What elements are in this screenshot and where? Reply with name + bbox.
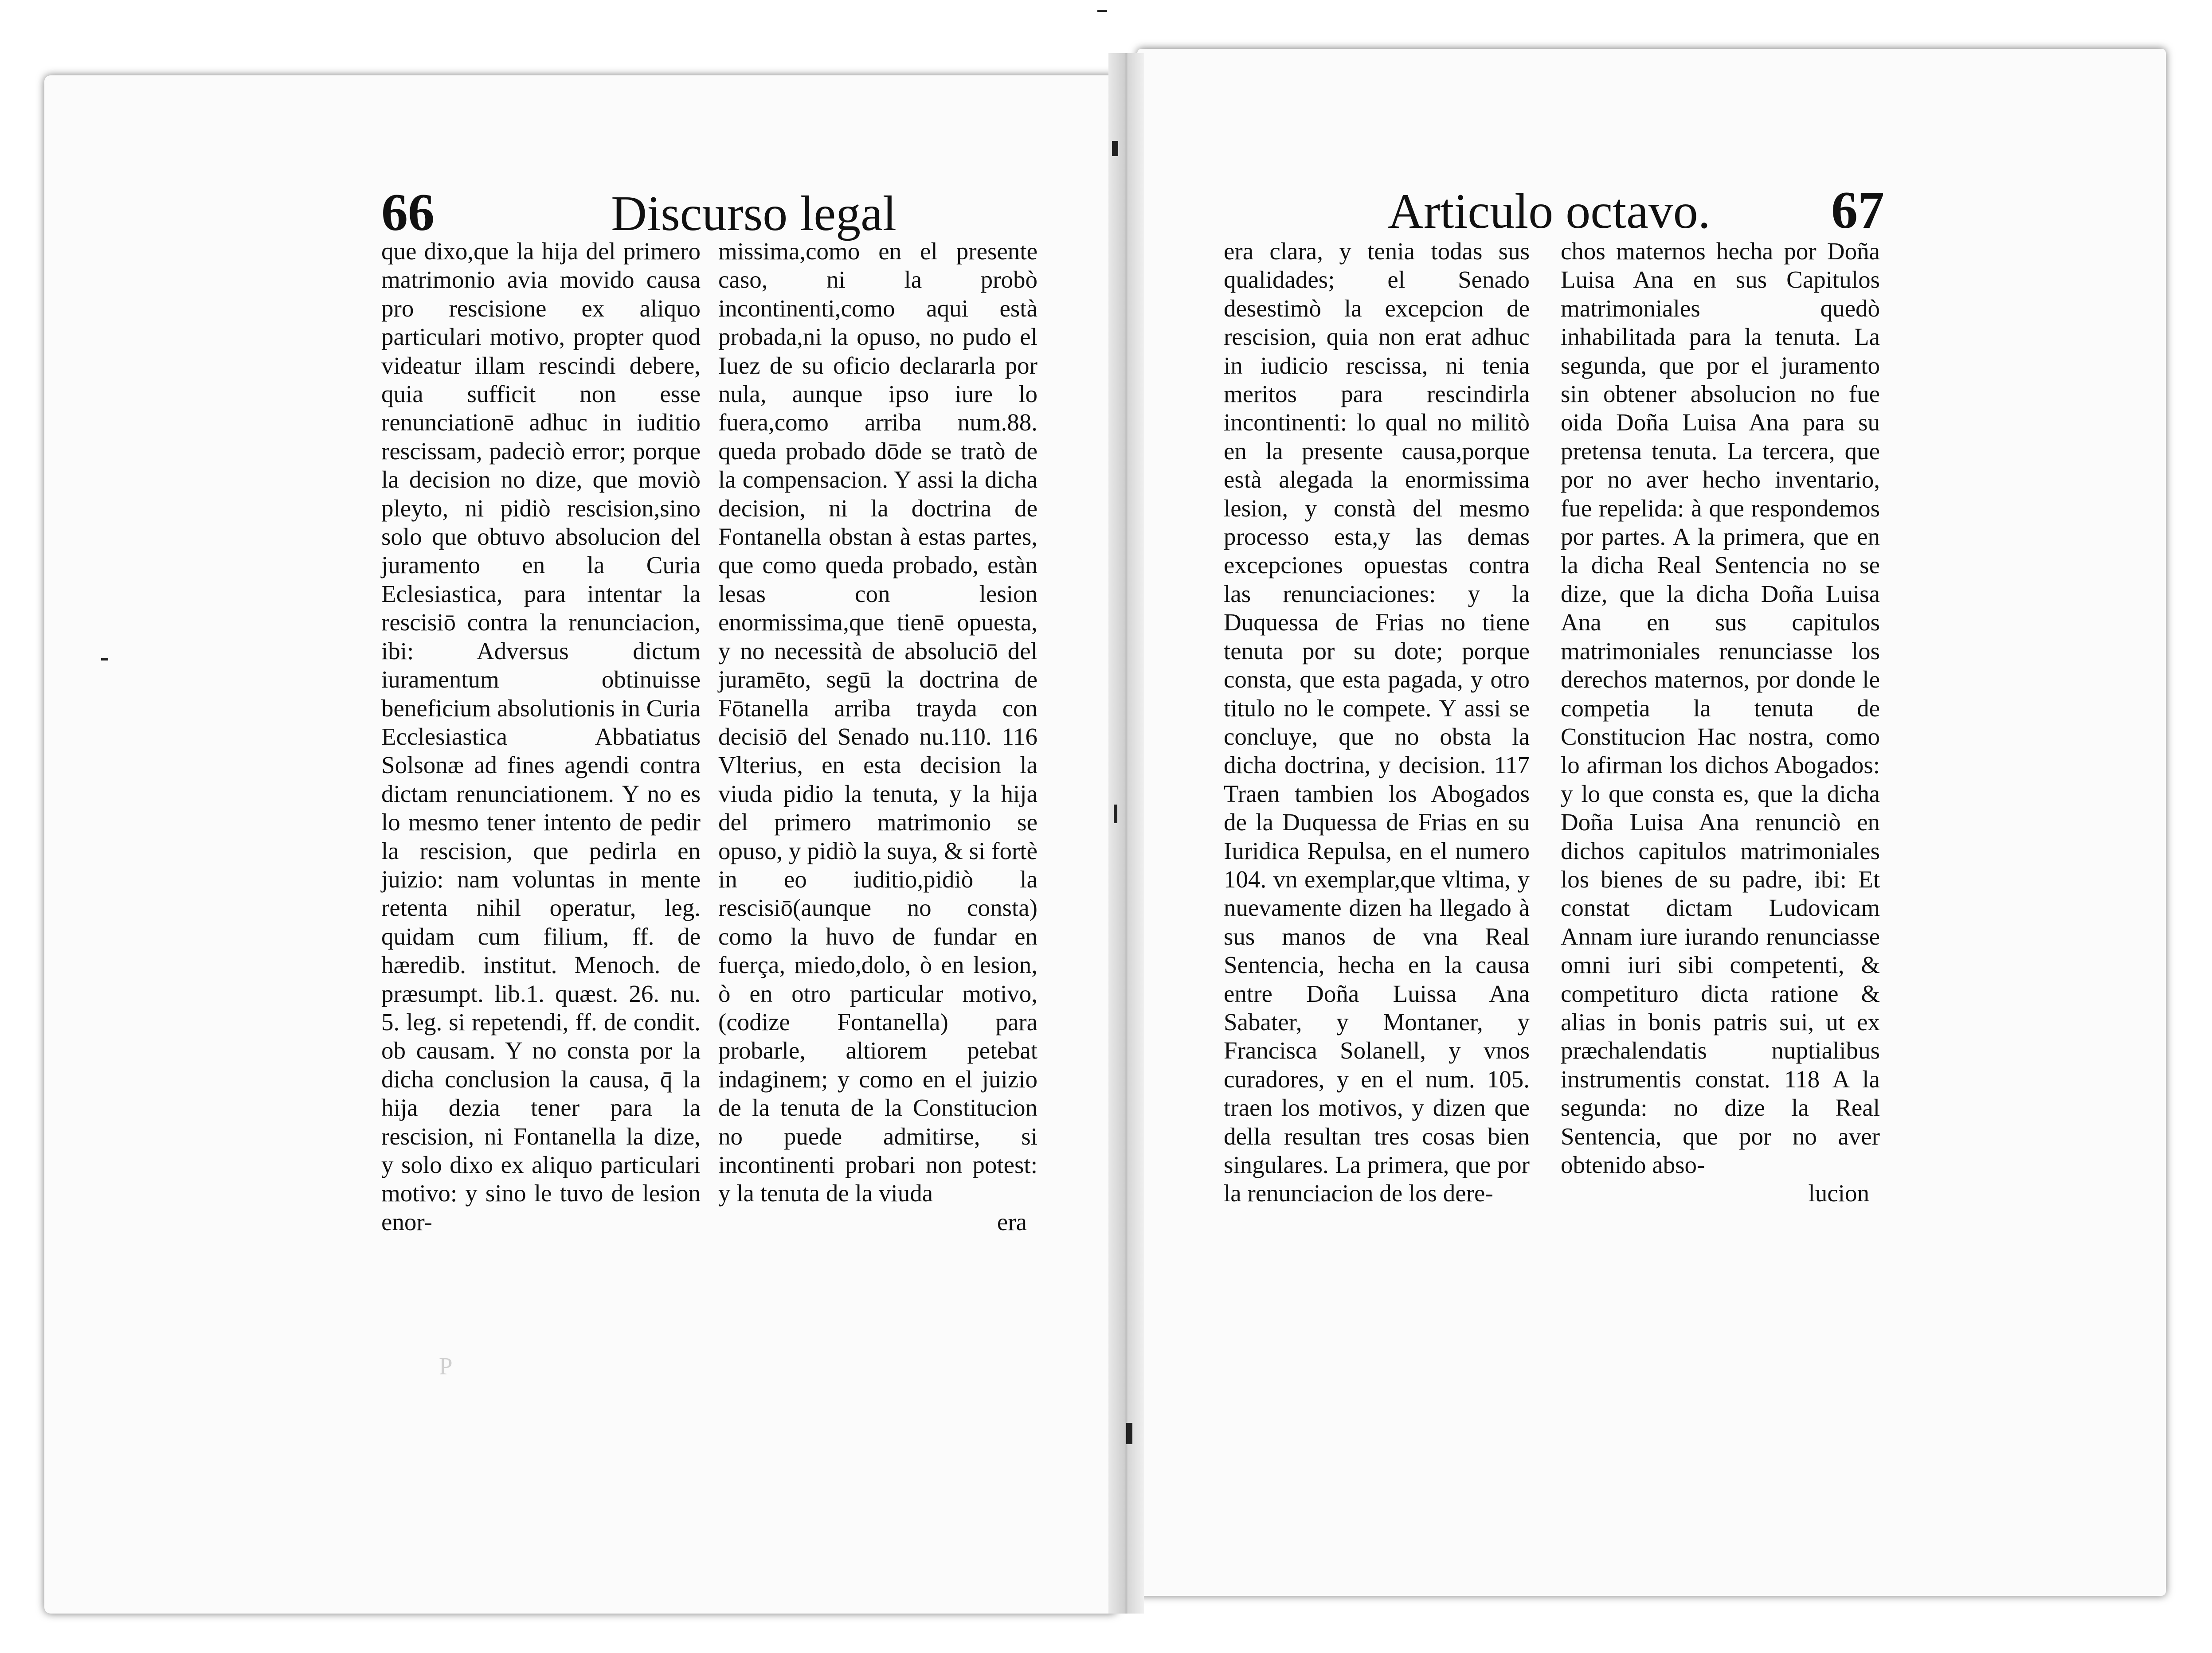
left-margin-mark: [101, 658, 108, 660]
right-running-title: Articulo octavo.: [1388, 184, 1711, 239]
right-column-1: [1224, 237, 1530, 1208]
right-catchword: lucion: [1808, 1180, 1869, 1207]
right-column-1-text: era clara, y tenia todas sus qualidades; el Senado desestimò la excepcion de rescision, quia non erat adhuc in iudicio rescissa, ni tenia meritos para rescindirla incontinenti: lo qual no militò en la presente causa,porque està alegada la enormissima lesion, y constà del mesmo processo esta,y las demas excepciones opuestas contra las renunciaciones: y la Duquessa de Frias no tiene tenuta por su dote; porque consta, que esta pagada, y otro titulo no le compete. Y assi se concluye, que no obsta la dicha doctrina, y decision. 117 Traen tambien los Abogados de la Duquessa de Frias en su Iuridica Repulsa, en el numero 104. vn exemplar,que vltima, y nuevamente dizen ha llegado à sus manos de vna Real Sentencia, hecha en la causa entre Doña Luissa Ana Sabater, y Montaner, y Francisca Solanell, y vnos curadores, y en el num. 105. traen los motivos, y dizen que della resultan tres cosas bien singulares. La primera, que por la renunciacion de los dere-: [1224, 238, 1530, 1207]
right-column-2-text: chos maternos hecha por Doña Luisa Ana en sus Capitulos matrimoniales quedò inhabilitada para la tenuta. La segunda, que por el juramento sin obtener absolucion no fue oida Doña Luisa Ana para su pretensa tenuta. La tercera, que por no aver hecho inventario, fue repelida: à que respondemos por partes. A la primera, que en la dicha Real Sentencia no se dize, que la dicha Doña Luisa Ana en sus capitulos matrimoniales renunciasse los derechos maternos, por donde le competia la tenuta de Constitucion Hac nostra, como lo afirman los dichos Abogados: y lo que consta es, que la dicha Doña Luisa Ana renunciò en dichos capitulos matrimoniales los bienes de su padre, ibi: Et constat dictam Ludovicam Annam iure iurando renunciasse omni iuri sibi competenti, & competituro dicta ratione & alias in bonis patris sui, ut ex præchalendatis nuptialibus instrumentis constat. 118 A la segunda: no dize la Real Sentencia, que por no aver obtenido abso-: [1561, 238, 1880, 1178]
left-page-number: 66: [381, 183, 435, 242]
left-running-title: Discurso legal: [611, 186, 897, 241]
right-page-number: 67: [1831, 180, 1884, 239]
bleed-through-mark: P: [439, 1352, 453, 1379]
right-page-header: [1388, 180, 1884, 241]
left-column-1: [381, 237, 701, 1236]
left-column-2-text: missima,como en el presente caso, ni la probò incontinenti,como aqui està probada,ni la opuso, no pudo el Iuez de su oficio declararla por nula, aunque ipso iure lo fuera,como arriba num.88. queda probado dōde se tratò de la compensacion. Y assi la dicha decision, ni la doctrina de Fontanella obstan à estas partes, que como queda probado, estàn lesas con lesion enormissima,que tienē opuesta, y no necessità de absoluciō del juramēto, segū la doctrina de Fōtanella arriba trayda con decisiō del Senado nu.110. 116 Vlterius, en esta decision la viuda pidio la tenuta, y la hija del primero matrimonio se opuso, y pidiò la suya, & si fortè in eo iuditio,pidiò la rescisiō(aunque no consta) como la huvo de fundar en fuerça, miedo,dolo, ò en lesion, ò en otro particular motivo, (codize Fontanella) para probarle, altiorem petebat indaginem; y como en el juizio de la tenuta de la Constitucion no puede admitirse, si incontinenti probari non potest: y la tenuta de la viuda: [718, 238, 1037, 1207]
left-column-1-text: que dixo,que la hija del primero matrimonio avia movido causa pro rescisione ex aliquo particulari motivo, propter quod videatur illam rescindi debere, quia sufficit non esse renunciationē adhuc in iuditio rescissam, padeciò error; porque la decision no dize, que moviò pleyto, ni pidiò rescision,sino solo que obtuvo absolucion del juramento en la Curia Eclesiastica, para intentar la rescisiō contra la renunciacion, ibi: Adversus dictum iuramentum obtinuisse beneficium absolutionis in Curia Ecclesiastica Abbatiatus Solsonæ ad fines agendi contra dictam renunciationem. Y no es lo mesmo tener intento de pedir la rescision, que pedirla en juizio: nam voluntas in mente retenta nihil operatur, leg. quidam cum filium, ff. de hæredib. institut. Menoch. de præsumpt. lib.1. quæst. 26. nu. 5. leg. si repetendi, ff. de condit. ob causam. Y no consta por la dicha conclusion la causa, q̄ la hija dezia tener para la rescision, ni Fontanella la dize, y solo dixo ex aliquo particulari motivo: y sino le tuvo de lesion enor-: [381, 238, 701, 1235]
left-catchword: era: [997, 1208, 1027, 1235]
spine-mark-top: [1112, 141, 1118, 156]
left-column-2: [718, 237, 1037, 1236]
left-page-header: [381, 182, 1073, 243]
book-gutter: [1108, 53, 1144, 1614]
spine-mark-middle: [1114, 805, 1117, 823]
right-column-2: [1561, 237, 1880, 1208]
top-edge-mark: [1097, 10, 1107, 12]
spine-mark-bottom: [1126, 1423, 1132, 1444]
